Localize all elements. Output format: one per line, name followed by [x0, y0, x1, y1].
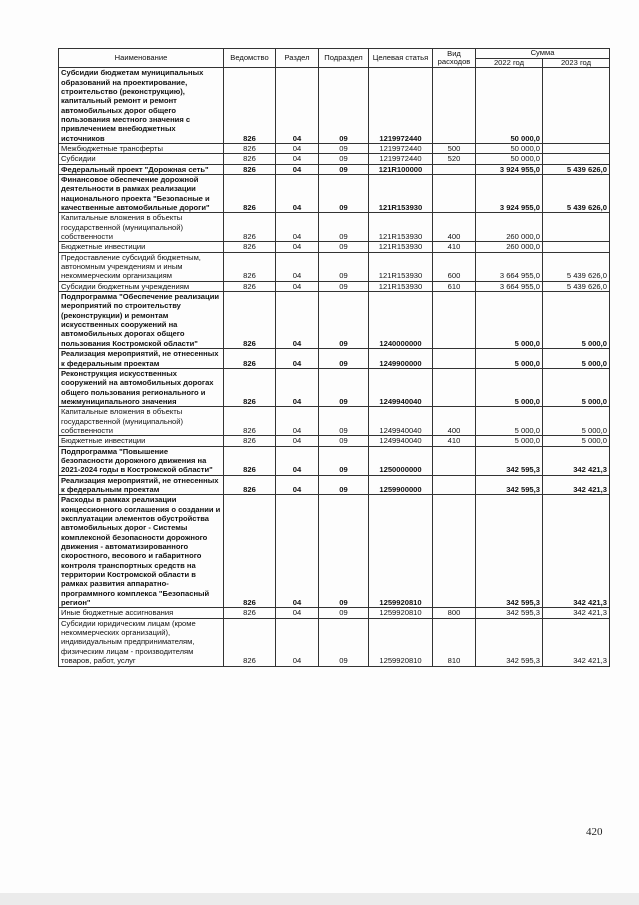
- row-dept: 826: [224, 174, 276, 212]
- row-target: 1249940040: [369, 436, 433, 446]
- row-dept: 826: [224, 292, 276, 349]
- row-2022: 50 000,0: [476, 154, 543, 164]
- row-subsection: 09: [319, 281, 369, 291]
- row-section: 04: [276, 143, 319, 153]
- row-dept: 826: [224, 154, 276, 164]
- row-target: 1259920810: [369, 495, 433, 608]
- row-target: 121R153930: [369, 213, 433, 242]
- table-row: [59, 349, 610, 369]
- row-name: Расходы в рамках реализации концессионного соглашения о создании и эксплуатации элементов обустройства автомобильных дорог - Системы комплексной безопасности дорожного движения - автоматизированного скоростного, весового и габаритного контроля транспортных средств на территории Костромской области в рамках развития аппаратно-программного комплекса "Безопасный регион": [59, 495, 224, 608]
- row-section: 04: [276, 407, 319, 436]
- row-name: Предоставление субсидий бюджетным, автономным учреждениям и иным некоммерческим организациям: [59, 252, 224, 281]
- row-2023: [543, 154, 610, 164]
- row-2022: 3 924 955,0: [476, 174, 543, 212]
- scan-edge: [0, 893, 639, 905]
- row-dept: 826: [224, 252, 276, 281]
- row-dept: 826: [224, 495, 276, 608]
- row-2023: 342 421,3: [543, 446, 610, 475]
- row-subsection: 09: [319, 349, 369, 369]
- header-expense: Вид расходов: [433, 49, 476, 68]
- row-2023: [543, 68, 610, 144]
- row-target: 1219972440: [369, 154, 433, 164]
- row-expense: [433, 292, 476, 349]
- row-subsection: 09: [319, 242, 369, 252]
- row-section: 04: [276, 368, 319, 406]
- row-2023: 5 439 626,0: [543, 174, 610, 212]
- row-2022: 5 000,0: [476, 349, 543, 369]
- row-section: 04: [276, 281, 319, 291]
- row-subsection: 09: [319, 154, 369, 164]
- row-expense: [433, 495, 476, 608]
- row-expense: 600: [433, 252, 476, 281]
- row-target: 121R100000: [369, 164, 433, 174]
- row-2022: 342 595,3: [476, 475, 543, 495]
- page-number: 420: [586, 826, 603, 838]
- row-name: Федеральный проект "Дорожная сеть": [59, 164, 224, 174]
- row-expense: [433, 349, 476, 369]
- row-dept: 826: [224, 213, 276, 242]
- row-2023: 342 421,3: [543, 495, 610, 608]
- row-target: 1249900000: [369, 349, 433, 369]
- row-section: 04: [276, 349, 319, 369]
- row-dept: 826: [224, 349, 276, 369]
- row-name: Бюджетные инвестиции: [59, 436, 224, 446]
- row-2022: 3 664 955,0: [476, 281, 543, 291]
- row-section: 04: [276, 213, 319, 242]
- row-2022: 5 000,0: [476, 292, 543, 349]
- row-expense: [433, 475, 476, 495]
- row-2022: 3 924 955,0: [476, 164, 543, 174]
- table-row: [59, 213, 610, 242]
- row-subsection: 09: [319, 608, 369, 618]
- row-2022: 260 000,0: [476, 242, 543, 252]
- row-dept: 826: [224, 281, 276, 291]
- row-subsection: 09: [319, 292, 369, 349]
- row-section: 04: [276, 495, 319, 608]
- row-target: 1240000000: [369, 292, 433, 349]
- row-dept: 826: [224, 446, 276, 475]
- row-2022: 342 595,3: [476, 495, 543, 608]
- row-2023: 5 439 626,0: [543, 252, 610, 281]
- row-target: 121R153930: [369, 174, 433, 212]
- row-subsection: 09: [319, 436, 369, 446]
- row-expense: 410: [433, 242, 476, 252]
- row-expense: 610: [433, 281, 476, 291]
- header-sum: Сумма: [476, 49, 610, 59]
- budget-table: [58, 48, 610, 667]
- row-name: Реконструкция искусственных сооружений на автомобильных дорогах общего пользования регионального и межмуниципального значения: [59, 368, 224, 406]
- row-expense: 810: [433, 618, 476, 666]
- row-2023: 5 000,0: [543, 436, 610, 446]
- row-target: 1259920810: [369, 608, 433, 618]
- row-2022: 5 000,0: [476, 368, 543, 406]
- row-section: 04: [276, 154, 319, 164]
- row-name: Финансовое обеспечение дорожной деятельности в рамках реализации национального проекта "Безопасные и качественные автомобильные дороги": [59, 174, 224, 212]
- row-name: Подпрограмма "Повышение безопасности дорожного движения на 2021-2024 годы в Костромской области": [59, 446, 224, 475]
- row-section: 04: [276, 164, 319, 174]
- row-2023: 5 000,0: [543, 407, 610, 436]
- row-target: 121R153930: [369, 252, 433, 281]
- row-target: 1249940040: [369, 407, 433, 436]
- row-2023: 5 000,0: [543, 292, 610, 349]
- header-dept: Ведомство: [224, 49, 276, 68]
- table-row: [59, 608, 610, 618]
- row-subsection: 09: [319, 495, 369, 608]
- row-subsection: 09: [319, 407, 369, 436]
- row-subsection: 09: [319, 164, 369, 174]
- row-section: 04: [276, 618, 319, 666]
- row-2022: 50 000,0: [476, 143, 543, 153]
- row-name: Бюджетные инвестиции: [59, 242, 224, 252]
- row-2022: 50 000,0: [476, 68, 543, 144]
- table-row: [59, 281, 610, 291]
- row-section: 04: [276, 446, 319, 475]
- table-row: [59, 143, 610, 153]
- row-section: 04: [276, 292, 319, 349]
- row-subsection: 09: [319, 174, 369, 212]
- row-name: Субсидии бюджетам муниципальных образований на проектирование, строительство (реконструкцию), капитальный ремонт и ремонт автомобильных дорог общего пользования местного значения с привлечением внебюджетных источников: [59, 68, 224, 144]
- row-section: 04: [276, 68, 319, 144]
- row-2023: [543, 242, 610, 252]
- row-subsection: 09: [319, 143, 369, 153]
- row-expense: 400: [433, 407, 476, 436]
- header-name: Наименование: [59, 49, 224, 68]
- row-section: 04: [276, 436, 319, 446]
- row-target: 121R153930: [369, 242, 433, 252]
- row-2022: 5 000,0: [476, 407, 543, 436]
- row-name: Субсидии бюджетным учреждениям: [59, 281, 224, 291]
- row-subsection: 09: [319, 213, 369, 242]
- row-name: Субсидии: [59, 154, 224, 164]
- row-dept: 826: [224, 164, 276, 174]
- row-dept: 826: [224, 143, 276, 153]
- header-subsection: Подраздел: [319, 49, 369, 68]
- row-dept: 826: [224, 368, 276, 406]
- row-dept: 826: [224, 436, 276, 446]
- row-2022: 342 595,3: [476, 608, 543, 618]
- table-row: [59, 446, 610, 475]
- row-dept: 826: [224, 68, 276, 144]
- table-row: [59, 292, 610, 349]
- row-2023: [543, 213, 610, 242]
- row-expense: 410: [433, 436, 476, 446]
- table-row: [59, 242, 610, 252]
- table-row: [59, 436, 610, 446]
- row-name: Капитальные вложения в объекты государственной (муниципальной) собственности: [59, 407, 224, 436]
- row-dept: 826: [224, 242, 276, 252]
- table-row: [59, 475, 610, 495]
- table-header: [59, 49, 610, 68]
- row-section: 04: [276, 174, 319, 212]
- row-name: Иные бюджетные ассигнования: [59, 608, 224, 618]
- row-2023: 5 000,0: [543, 349, 610, 369]
- row-target: 1250000000: [369, 446, 433, 475]
- row-2023: [543, 143, 610, 153]
- row-section: 04: [276, 608, 319, 618]
- row-2023: 342 421,3: [543, 608, 610, 618]
- row-section: 04: [276, 242, 319, 252]
- row-name: Реализация мероприятий, не отнесенных к федеральным проектам: [59, 475, 224, 495]
- row-subsection: 09: [319, 368, 369, 406]
- row-2022: 5 000,0: [476, 436, 543, 446]
- header-target: Целевая статья: [369, 49, 433, 68]
- row-name: Субсидии юридическим лицам (кроме некоммерческих организаций), индивидуальным предпринимателям, физическим лицам - производителям товаров, работ, услуг: [59, 618, 224, 666]
- row-subsection: 09: [319, 68, 369, 144]
- table-row: [59, 68, 610, 144]
- row-dept: 826: [224, 608, 276, 618]
- table-row: [59, 407, 610, 436]
- row-name: Межбюджетные трансферты: [59, 143, 224, 153]
- row-dept: 826: [224, 475, 276, 495]
- row-expense: [433, 164, 476, 174]
- row-expense: 520: [433, 154, 476, 164]
- table-row: [59, 618, 610, 666]
- row-expense: [433, 68, 476, 144]
- row-section: 04: [276, 252, 319, 281]
- header-2023: 2023 год: [543, 58, 610, 68]
- row-dept: 826: [224, 618, 276, 666]
- row-2022: 342 595,3: [476, 446, 543, 475]
- row-expense: 500: [433, 143, 476, 153]
- table-row: [59, 174, 610, 212]
- row-target: 1249940040: [369, 368, 433, 406]
- row-2023: 5 439 626,0: [543, 281, 610, 291]
- row-target: 1219972440: [369, 143, 433, 153]
- row-2022: 3 664 955,0: [476, 252, 543, 281]
- table-body: [59, 68, 610, 666]
- row-2022: 342 595,3: [476, 618, 543, 666]
- row-expense: [433, 446, 476, 475]
- row-section: 04: [276, 475, 319, 495]
- row-2022: 260 000,0: [476, 213, 543, 242]
- row-target: 1219972440: [369, 68, 433, 144]
- row-2023: 342 421,3: [543, 475, 610, 495]
- row-2023: 342 421,3: [543, 618, 610, 666]
- row-name: Капитальные вложения в объекты государственной (муниципальной) собственности: [59, 213, 224, 242]
- header-section: Раздел: [276, 49, 319, 68]
- row-target: 1259920810: [369, 618, 433, 666]
- row-subsection: 09: [319, 618, 369, 666]
- table-row: [59, 495, 610, 608]
- row-name: Подпрограмма "Обеспечение реализации мероприятий по строительству (реконструкции) и ремонтам искусственных сооружений на автомобильных дорогах общего пользования Костромской области": [59, 292, 224, 349]
- table-row: [59, 368, 610, 406]
- row-subsection: 09: [319, 252, 369, 281]
- row-expense: 400: [433, 213, 476, 242]
- row-2023: 5 439 626,0: [543, 164, 610, 174]
- header-2022: 2022 год: [476, 58, 543, 68]
- row-expense: 800: [433, 608, 476, 618]
- row-subsection: 09: [319, 475, 369, 495]
- row-2023: 5 000,0: [543, 368, 610, 406]
- table-row: [59, 154, 610, 164]
- row-dept: 826: [224, 407, 276, 436]
- table-row: [59, 164, 610, 174]
- row-expense: [433, 174, 476, 212]
- row-subsection: 09: [319, 446, 369, 475]
- row-expense: [433, 368, 476, 406]
- table-row: [59, 252, 610, 281]
- row-target: 1259900000: [369, 475, 433, 495]
- row-name: Реализация мероприятий, не отнесенных к федеральным проектам: [59, 349, 224, 369]
- row-target: 121R153930: [369, 281, 433, 291]
